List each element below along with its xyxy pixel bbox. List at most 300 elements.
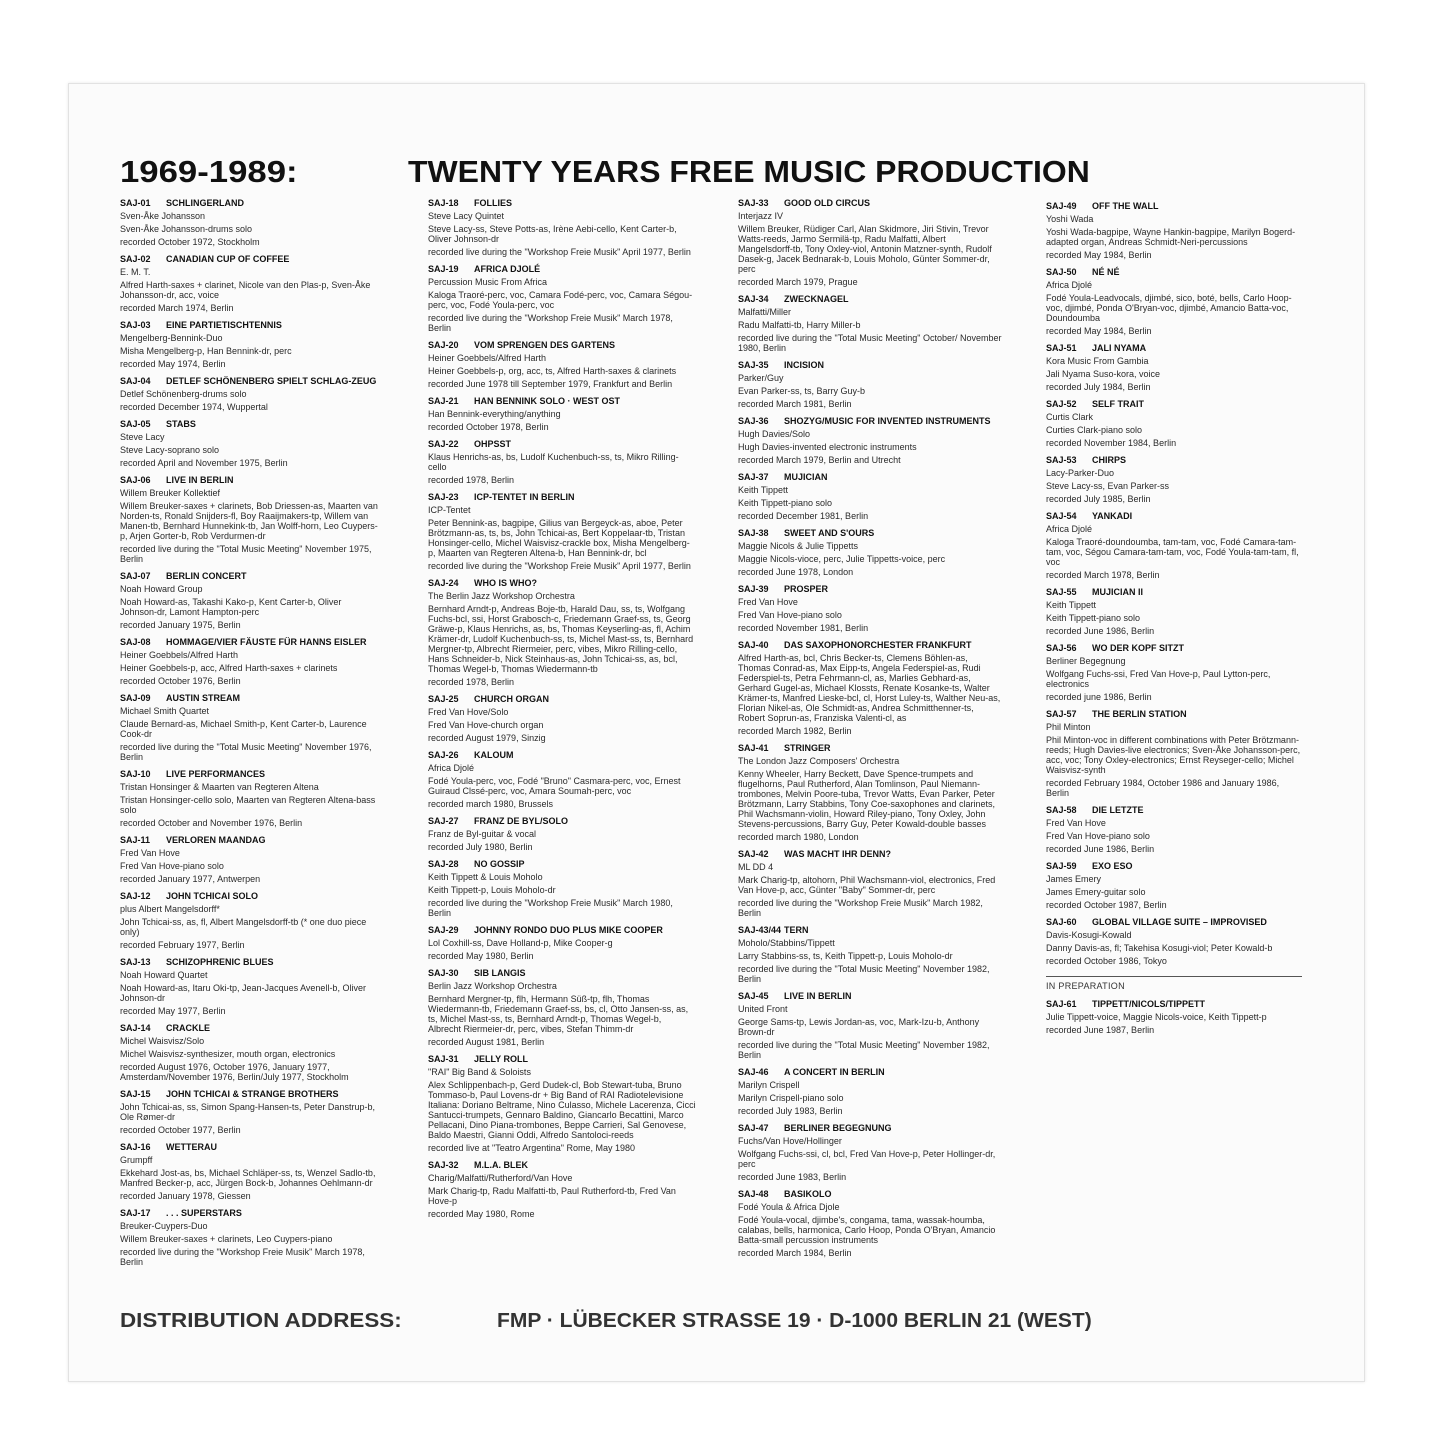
release-detail: recorded August 1979, Sinzig bbox=[428, 733, 546, 743]
release-detail: Willem Breuker-saxes + clarinets, Leo Cuypers-piano bbox=[120, 1234, 333, 1244]
release-title: JALI NYAMA bbox=[1092, 343, 1147, 353]
release-detail: Moholo/Stabbins/Tippett bbox=[738, 938, 835, 948]
release-entry bbox=[120, 769, 378, 828]
release-detail: recorded October 1977, Berlin bbox=[120, 1125, 241, 1135]
release-detail: Phil Minton-voc in different combinations with Peter Brötzmann-reeds; Hugh Davies-live electronics; Sven-Åke Johansson-perc, acc, voc; Tony Oxley-electronics; Ernst Reyseger-cello; Michel Waisvisz-synth bbox=[1046, 735, 1301, 775]
release-detail: Tristan Honsinger-cello solo, Maarten van Regteren Altena-bass solo bbox=[120, 795, 376, 815]
release-entry bbox=[428, 492, 696, 571]
release-heading bbox=[120, 1208, 378, 1218]
release-entry bbox=[120, 1208, 378, 1267]
release-detail: John Tchicai-as, ss, Simon Spang-Hansen-ts, Peter Danstrup-b, Ole Rømer-dr bbox=[120, 1102, 375, 1122]
release-detail: Berliner Begegnung bbox=[1046, 656, 1126, 666]
release-detail: Alex Schlippenbach-p, Gerd Dudek-cl, Bob Stewart-tuba, Bruno Tommaso-b, Paul Lovens-dr + Big Band of RAI Radiotelevisione Italiana: Doriano Beltrame, Nino Culasso, Michele Lacerenza, Cicci Santucci-trumpets, Gennaro Baldino, Giancarlo Becattini, Marco Pellacani, Dino Piana-trombones, Beppe Carrieri, Sal Genovese, Baldo Maestri, Gianni Oddi, Alfredo Santoloci-reeds bbox=[428, 1080, 696, 1140]
release-detail: recorded July 1983, Berlin bbox=[738, 1106, 843, 1116]
release-entry bbox=[738, 925, 1002, 984]
release-detail: Fred Van Hove/Solo bbox=[428, 707, 509, 717]
release-detail: recorded June 1978, London bbox=[738, 567, 854, 577]
release-detail: United Front bbox=[738, 1004, 788, 1014]
release-detail: plus Albert Mangelsdorff* bbox=[120, 904, 220, 914]
catalog-number: SAJ-19 bbox=[428, 264, 459, 274]
release-title: A CONCERT IN BERLIN bbox=[784, 1067, 885, 1077]
release-detail: Heiner Goebbels/Alfred Harth bbox=[428, 353, 547, 363]
catalog-number: SAJ-52 bbox=[1046, 399, 1077, 409]
release-title: OFF THE WALL bbox=[1092, 201, 1159, 211]
release-title: WETTERAU bbox=[166, 1142, 217, 1152]
release-heading bbox=[738, 991, 1002, 1001]
catalog-number: SAJ-57 bbox=[1046, 709, 1077, 719]
release-entry bbox=[120, 475, 378, 564]
release-detail: Bernhard Arndt-p, Andreas Boje-tb, Harald Dau, ss, ts, Wolfgang Fuchs-bcl, ssi, Horst Grabosch-c, Friedemann Graef-ss, ts, Georg Gräwe-p, Klaus Henrichs, as, bs, Thomas Keyserling-as, fl, Achim Krämer-dr, Ludolf Kuchenbuch-ss, ts, Michel Mast-ss, ts, Bernhard Mergner-tp, Albrecht Riermeier, perc, vibes, Mikro Rilling-cello, Hans Schneider-b, Nick Steinhaus-as, John Tchicai-ss, as, bcl, Thomas Wegel-b, Thomas Wiedermann-tb bbox=[428, 604, 694, 674]
release-heading bbox=[120, 637, 378, 647]
release-title: JOHNNY RONDO DUO PLUS MIKE COOPER bbox=[474, 925, 663, 935]
release-title: WHO IS WHO? bbox=[474, 578, 537, 588]
release-entry bbox=[120, 835, 378, 884]
release-title: VERLOREN MAANDAG bbox=[166, 835, 266, 845]
release-detail: Fred Van Hove-piano solo bbox=[1046, 831, 1150, 841]
catalog-number: SAJ-02 bbox=[120, 254, 151, 264]
release-detail: Fuchs/Van Hove/Hollinger bbox=[738, 1136, 842, 1146]
release-entry bbox=[1046, 511, 1302, 580]
release-detail: Yoshi Wada-bagpipe, Wayne Hankin-bagpipe, Marilyn Bogerd-adapted organ, Andreas Schmidt-Neri-percussions bbox=[1046, 227, 1296, 247]
release-detail: Radu Malfatti-tb, Harry Miller-b bbox=[738, 320, 861, 330]
release-title: GLOBAL VILLAGE SUITE – IMPROVISED bbox=[1092, 917, 1267, 927]
release-detail: Fodé Youla-vocal, djimbe's, congama, tama, wassak-houmba, calabas, bells, harmonica, Carlo Hoop, Ponda O'Bryan, Amancio Batta-small percussion instruments bbox=[738, 1215, 996, 1245]
release-title: JOHN TCHICAI & STRANGE BROTHERS bbox=[166, 1089, 339, 1099]
release-detail: Fred Van Hove-church organ bbox=[428, 720, 544, 730]
release-detail: "RAI" Big Band & Soloists bbox=[428, 1067, 531, 1077]
catalog-number: SAJ-36 bbox=[738, 416, 769, 426]
release-entry bbox=[1046, 399, 1302, 448]
release-title: WO DER KOPF SITZT bbox=[1092, 643, 1184, 653]
release-detail: Sven-Åke Johansson-drums solo bbox=[120, 224, 253, 234]
release-detail: Fred Van Hove-piano solo bbox=[120, 861, 224, 871]
release-detail: Heiner Goebbels-p, org, acc, ts, Alfred Harth-saxes & clarinets bbox=[428, 366, 677, 376]
release-heading bbox=[738, 1123, 1002, 1133]
distribution-address: FMP · LÜBECKER STRASSE 19 · D-1000 BERLIN 21 (WEST) bbox=[497, 1310, 1092, 1332]
release-title: SCHLINGERLAND bbox=[166, 198, 244, 208]
catalog-number: SAJ-45 bbox=[738, 991, 769, 1001]
release-heading bbox=[1046, 587, 1302, 597]
release-entry bbox=[428, 859, 696, 918]
release-title: STABS bbox=[166, 419, 196, 429]
release-title: HAN BENNINK SOLO · WEST OST bbox=[474, 396, 620, 406]
release-entry bbox=[738, 743, 1002, 842]
release-heading bbox=[1046, 267, 1302, 277]
release-title: DETLEF SCHÖNENBERG SPIELT SCHLAG-ZEUG bbox=[166, 376, 377, 386]
release-detail: Yoshi Wada bbox=[1046, 214, 1094, 224]
release-detail: Noah Howard Group bbox=[120, 584, 203, 594]
release-heading bbox=[428, 750, 696, 760]
catalog-number: SAJ-10 bbox=[120, 769, 151, 779]
release-detail: recorded July 1984, Berlin bbox=[1046, 382, 1151, 392]
release-detail: Fred Van Hove-piano solo bbox=[738, 610, 842, 620]
catalog-number: SAJ-31 bbox=[428, 1054, 459, 1064]
release-detail: recorded live at "Teatro Argentina" Rome, May 1980 bbox=[428, 1143, 635, 1153]
catalog-number: SAJ-16 bbox=[120, 1142, 151, 1152]
catalog-number: SAJ-56 bbox=[1046, 643, 1077, 653]
release-entry bbox=[738, 472, 1002, 521]
release-entry bbox=[738, 360, 1002, 409]
release-detail: recorded March 1978, Berlin bbox=[1046, 570, 1160, 580]
release-detail: recorded march 1980, London bbox=[738, 832, 859, 842]
release-entry bbox=[1046, 805, 1302, 854]
catalog-number: SAJ-33 bbox=[738, 198, 769, 208]
release-detail: recorded December 1981, Berlin bbox=[738, 511, 869, 521]
release-detail: recorded live during the "Total Music Meeting" November 1982, Berlin bbox=[738, 1040, 990, 1060]
release-entry bbox=[1046, 709, 1302, 798]
release-detail: Fodé Youla & Africa Djole bbox=[738, 1202, 840, 1212]
release-detail: recorded August 1976, October 1976, January 1977, Amsterdam/November 1976, Berlin/July 1977, Stockholm bbox=[120, 1062, 349, 1082]
release-heading bbox=[428, 439, 696, 449]
release-detail: recorded July 1985, Berlin bbox=[1046, 494, 1151, 504]
release-entry bbox=[738, 640, 1002, 736]
release-detail: Willem Breuker Kollektief bbox=[120, 488, 221, 498]
release-detail: recorded live during the "Total Music Meeting" November 1982, Berlin bbox=[738, 964, 990, 984]
release-title: ZWECKNAGEL bbox=[784, 294, 849, 304]
release-title: . . . SUPERSTARS bbox=[166, 1208, 242, 1218]
release-detail: Jali Nyama Suso-kora, voice bbox=[1046, 369, 1161, 379]
release-heading bbox=[120, 475, 378, 485]
release-detail: recorded October 1976, Berlin bbox=[120, 676, 241, 686]
release-detail: recorded March 1979, Prague bbox=[738, 277, 858, 287]
release-detail: recorded August 1981, Berlin bbox=[428, 1037, 545, 1047]
release-heading bbox=[1046, 399, 1302, 409]
release-title: LIVE PERFORMANCES bbox=[166, 769, 266, 779]
release-detail: Claude Bernard-as, Michael Smith-p, Kent Carter-b, Laurence Cook-dr bbox=[120, 719, 367, 739]
release-entry bbox=[1046, 643, 1302, 702]
catalog-number: SAJ-20 bbox=[428, 340, 459, 350]
release-heading bbox=[120, 769, 378, 779]
release-title: INCISION bbox=[784, 360, 825, 370]
release-detail: Keith Tippett-piano solo bbox=[738, 498, 833, 508]
release-detail: recorded May 1980, Berlin bbox=[428, 951, 534, 961]
release-detail: Keith Tippett bbox=[1046, 600, 1097, 610]
release-entry bbox=[120, 320, 378, 369]
catalog-number: SAJ-47 bbox=[738, 1123, 769, 1133]
release-detail: Danny Davis-as, fl; Takehisa Kosugi-viol; Peter Kowald-b bbox=[1046, 943, 1273, 953]
catalog-number: SAJ-59 bbox=[1046, 861, 1077, 871]
release-heading bbox=[428, 859, 696, 869]
release-detail: Maggie Nicols & Julie Tippetts bbox=[738, 541, 859, 551]
release-detail: Africa Djolé bbox=[1046, 524, 1093, 534]
release-heading bbox=[738, 1067, 1002, 1077]
release-detail: Fodé Youla-perc, voc, Fodé "Bruno" Casmara-perc, voc, Ernest Guiraud Clssé-perc, voc, Amara Soumah-perc, voc bbox=[428, 776, 681, 796]
release-title: STRINGER bbox=[784, 743, 831, 753]
catalog-number: SAJ-07 bbox=[120, 571, 151, 581]
release-detail: Percussion Music From Africa bbox=[428, 277, 548, 287]
release-title: NO GOSSIP bbox=[474, 859, 525, 869]
release-detail: recorded 1978, Berlin bbox=[428, 677, 515, 687]
release-entry bbox=[428, 968, 696, 1047]
catalog-number: SAJ-34 bbox=[738, 294, 769, 304]
catalog-number: SAJ-29 bbox=[428, 925, 459, 935]
catalog-number: SAJ-53 bbox=[1046, 455, 1077, 465]
release-detail: recorded March 1981, Berlin bbox=[738, 399, 852, 409]
release-heading bbox=[428, 264, 696, 274]
release-detail: John Tchicai-ss, as, fl, Albert Mangelsdorff-tb (* one duo piece only) bbox=[120, 917, 367, 937]
release-detail: recorded October 1987, Berlin bbox=[1046, 900, 1167, 910]
release-detail: recorded March 1982, Berlin bbox=[738, 726, 852, 736]
release-detail: recorded October 1978, Berlin bbox=[428, 422, 549, 432]
release-detail: Larry Stabbins-ss, ts, Keith Tippett-p, Louis Moholo-dr bbox=[738, 951, 953, 961]
catalog-number: SAJ-35 bbox=[738, 360, 769, 370]
catalog-number: SAJ-13 bbox=[120, 957, 151, 967]
release-heading bbox=[1046, 805, 1302, 815]
release-detail: Steve Lacy-soprano solo bbox=[120, 445, 220, 455]
catalog-number: SAJ-06 bbox=[120, 475, 151, 485]
release-entry bbox=[428, 264, 696, 333]
release-detail: Julie Tippett-voice, Maggie Nicols-voice, Keith Tippett-p bbox=[1046, 1012, 1267, 1022]
release-detail: recorded March 1984, Berlin bbox=[738, 1248, 852, 1258]
release-title: BERLIN CONCERT bbox=[166, 571, 247, 581]
discography-column-1 bbox=[120, 198, 378, 1274]
release-heading bbox=[428, 925, 696, 935]
catalog-number: SAJ-41 bbox=[738, 743, 769, 753]
release-title: NÉ NÉ bbox=[1092, 267, 1120, 277]
release-detail: recorded December 1974, Wuppertal bbox=[120, 402, 268, 412]
release-detail: Misha Mengelberg-p, Han Bennink-dr, perc bbox=[120, 346, 292, 356]
catalog-number: SAJ-12 bbox=[120, 891, 151, 901]
release-detail: Noah Howard-as, Itaru Oki-tp, Jean-Jacques Avenell-b, Oliver Johnson-dr bbox=[120, 983, 366, 1003]
release-entry bbox=[738, 528, 1002, 577]
release-heading bbox=[1046, 999, 1302, 1009]
release-detail: Kaloga Traoré-perc, voc, Camara Fodé-perc, voc, Camara Ségou-perc, voc, Fodé Youla-perc, voc bbox=[428, 290, 693, 310]
release-title: AUSTIN STREAM bbox=[166, 693, 240, 703]
release-heading bbox=[1046, 343, 1302, 353]
release-entry bbox=[428, 694, 696, 743]
catalog-number: SAJ-15 bbox=[120, 1089, 151, 1099]
release-detail: Curties Clark-piano solo bbox=[1046, 425, 1143, 435]
release-detail: recorded live during the "Workshop Freie Musik" March 1978, Berlin bbox=[120, 1247, 365, 1267]
release-detail: recorded live during the "Workshop Freie Musik" March 1978, Berlin bbox=[428, 313, 673, 333]
release-detail: Keith Tippett bbox=[738, 485, 789, 495]
release-heading bbox=[120, 571, 378, 581]
release-detail: Hugh Davies/Solo bbox=[738, 429, 811, 439]
release-detail: George Sams-tp, Lewis Jordan-as, voc, Mark-Izu-b, Anthony Brown-dr bbox=[738, 1017, 980, 1037]
preparation-label: IN PREPARATION bbox=[1046, 981, 1125, 991]
release-detail: recorded February 1984, October 1986 and January 1986, Berlin bbox=[1046, 778, 1280, 798]
release-detail: recorded june 1986, Berlin bbox=[1046, 692, 1152, 702]
release-detail: Noah Howard Quartet bbox=[120, 970, 208, 980]
release-entry bbox=[120, 1023, 378, 1082]
release-detail: Heiner Goebbels-p, acc, Alfred Harth-saxes + clarinets bbox=[120, 663, 338, 673]
release-entry bbox=[120, 637, 378, 686]
release-detail: James Emery-guitar solo bbox=[1046, 887, 1146, 897]
release-detail: Wolfgang Fuchs-ssi, cl, bcl, Fred Van Hove-p, Peter Hollinger-dr, perc bbox=[738, 1149, 996, 1169]
release-title: EXO ESO bbox=[1092, 861, 1133, 871]
release-heading bbox=[120, 1023, 378, 1033]
catalog-number: SAJ-49 bbox=[1046, 201, 1077, 211]
release-heading bbox=[738, 743, 1002, 753]
release-heading bbox=[428, 1160, 696, 1170]
release-title: PROSPER bbox=[784, 584, 829, 594]
release-heading bbox=[120, 1089, 378, 1099]
release-entry bbox=[428, 1054, 696, 1153]
release-detail: recorded October 1972, Stockholm bbox=[120, 237, 260, 247]
release-detail: ICP-Tentet bbox=[428, 505, 471, 515]
release-detail: Michel Waisvisz-synthesizer, mouth organ, electronics bbox=[120, 1049, 336, 1059]
release-detail: Steve Lacy-ss, Steve Potts-as, Irène Aebi-cello, Kent Carter-b, Oliver Johnson-dr bbox=[428, 224, 677, 244]
release-detail: recorded May 1984, Berlin bbox=[1046, 250, 1152, 260]
release-detail: Steve Lacy-ss, Evan Parker-ss bbox=[1046, 481, 1170, 491]
release-detail: Breuker-Cuypers-Duo bbox=[120, 1221, 208, 1231]
release-heading bbox=[428, 1054, 696, 1064]
release-title: KALOUM bbox=[474, 750, 514, 760]
catalog-number: SAJ-25 bbox=[428, 694, 459, 704]
release-title: SIB LANGIS bbox=[474, 968, 526, 978]
release-heading bbox=[120, 376, 378, 386]
release-heading bbox=[120, 835, 378, 845]
release-detail: recorded July 1980, Berlin bbox=[428, 842, 533, 852]
release-entry bbox=[1046, 861, 1302, 910]
release-title: TERN bbox=[784, 925, 809, 935]
release-detail: Parker/Guy bbox=[738, 373, 784, 383]
release-entry bbox=[738, 1067, 1002, 1116]
release-entry bbox=[120, 957, 378, 1016]
release-title: MUJICIAN II bbox=[1092, 587, 1144, 597]
catalog-number: SAJ-09 bbox=[120, 693, 151, 703]
catalog-number: SAJ-04 bbox=[120, 376, 151, 386]
catalog-number: SAJ-55 bbox=[1046, 587, 1077, 597]
release-detail: Heiner Goebbels/Alfred Harth bbox=[120, 650, 239, 660]
release-heading bbox=[428, 198, 696, 208]
release-detail: Lacy-Parker-Duo bbox=[1046, 468, 1115, 478]
release-entry bbox=[428, 396, 696, 432]
release-title: CANADIAN CUP OF COFFEE bbox=[166, 254, 290, 264]
release-detail: recorded live during the "Total Music Meeting" November 1975, Berlin bbox=[120, 544, 372, 564]
release-entry bbox=[120, 571, 378, 630]
catalog-number: SAJ-61 bbox=[1046, 999, 1077, 1009]
release-heading bbox=[1046, 709, 1302, 719]
release-detail: Phil Minton bbox=[1046, 722, 1091, 732]
release-entry bbox=[738, 849, 1002, 918]
catalog-number: SAJ-46 bbox=[738, 1067, 769, 1077]
release-detail: ML DD 4 bbox=[738, 862, 774, 872]
release-heading bbox=[120, 320, 378, 330]
release-detail: Noah Howard-as, Takashi Kako-p, Kent Carter-b, Oliver Johnson-dr, Lamont Hampton-perc bbox=[120, 597, 342, 617]
release-detail: Hugh Davies-invented electronic instruments bbox=[738, 442, 917, 452]
release-heading bbox=[1046, 643, 1302, 653]
release-heading bbox=[120, 1142, 378, 1152]
release-title: EINE PARTIETISCHTENNIS bbox=[166, 320, 282, 330]
release-heading bbox=[120, 693, 378, 703]
release-detail: Han Bennink-everything/anything bbox=[428, 409, 561, 419]
release-detail: recorded live during the "Total Music Meeting" November 1976, Berlin bbox=[120, 742, 372, 762]
release-detail: Keith Tippett-p, Louis Moholo-dr bbox=[428, 885, 556, 895]
release-detail: Grumpff bbox=[120, 1155, 153, 1165]
catalog-number: SAJ-21 bbox=[428, 396, 459, 406]
release-heading bbox=[738, 416, 1002, 426]
catalog-number: SAJ-50 bbox=[1046, 267, 1077, 277]
release-detail: recorded June 1986, Berlin bbox=[1046, 844, 1155, 854]
release-heading bbox=[738, 584, 1002, 594]
release-detail: Keith Tippett & Louis Moholo bbox=[428, 872, 543, 882]
release-detail: recorded May 1977, Berlin bbox=[120, 1006, 226, 1016]
release-entry bbox=[738, 294, 1002, 353]
release-title: BERLINER BEGEGNUNG bbox=[784, 1123, 892, 1133]
release-heading bbox=[120, 419, 378, 429]
catalog-number: SAJ-27 bbox=[428, 816, 459, 826]
release-title: JELLY ROLL bbox=[474, 1054, 529, 1064]
release-title: TIPPETT/NICOLS/TIPPETT bbox=[1092, 999, 1206, 1009]
release-entry bbox=[738, 1123, 1002, 1182]
catalog-number: SAJ-23 bbox=[428, 492, 459, 502]
catalog-number: SAJ-28 bbox=[428, 859, 459, 869]
release-entry bbox=[120, 891, 378, 950]
discography-column-4 bbox=[1046, 201, 1302, 1042]
release-title: CHIRPS bbox=[1092, 455, 1127, 465]
release-title: SHOZYG/MUSIC FOR INVENTED INSTRUMENTS bbox=[784, 416, 991, 426]
release-detail: Interjazz IV bbox=[738, 211, 784, 221]
release-detail: Berlin Jazz Workshop Orchestra bbox=[428, 981, 557, 991]
release-heading bbox=[120, 891, 378, 901]
release-title: YANKADI bbox=[1092, 511, 1133, 521]
release-title: THE BERLIN STATION bbox=[1092, 709, 1187, 719]
release-heading bbox=[428, 340, 696, 350]
catalog-number: SAJ-42 bbox=[738, 849, 769, 859]
release-title: JOHN TCHICAI SOLO bbox=[166, 891, 259, 901]
catalog-number: SAJ-24 bbox=[428, 578, 459, 588]
release-entry bbox=[120, 198, 378, 247]
release-title: DIE LETZTE bbox=[1092, 805, 1144, 815]
release-detail: recorded May 1984, Berlin bbox=[1046, 326, 1152, 336]
release-title: CHURCH ORGAN bbox=[474, 694, 549, 704]
release-title: M.L.A. BLEK bbox=[474, 1160, 528, 1170]
release-entry bbox=[120, 1089, 378, 1135]
release-entry bbox=[428, 1160, 696, 1219]
release-detail: Tristan Honsinger & Maarten van Regteren Altena bbox=[120, 782, 319, 792]
release-detail: Kenny Wheeler, Harry Beckett, Dave Spence-trumpets and flugelhorns, Paul Rutherford, Alan Tomlinson, Paul Niemann-trombones, Melvin Poore-tuba, Trevor Watts, Evan Parker, Peter Brötzmann, Larry Stabbins, Tony Coe-saxophones and clarinets, Phil Wachsmann-violin, Howard Riley-piano, Tony Oxley, John Stevens-percussions, Barry Guy, Peter Kowald-double basses bbox=[738, 769, 995, 829]
catalog-number: SAJ-60 bbox=[1046, 917, 1077, 927]
release-title: SCHIZOPHRENIC BLUES bbox=[166, 957, 274, 967]
catalog-number: SAJ-40 bbox=[738, 640, 769, 650]
release-title: AFRICA DJOLÉ bbox=[474, 264, 541, 274]
release-detail: recorded June 1983, Berlin bbox=[738, 1172, 847, 1182]
release-entry bbox=[738, 584, 1002, 633]
catalog-number: SAJ-26 bbox=[428, 750, 459, 760]
release-detail: recorded live during the "Total Music Meeting" October/ November 1980, Berlin bbox=[738, 333, 1002, 353]
release-detail: Keith Tippett-piano solo bbox=[1046, 613, 1141, 623]
title-years: 1969-1989: bbox=[120, 154, 298, 189]
release-entry bbox=[1046, 343, 1302, 392]
release-detail: Alfred Harth-saxes + clarinet, Nicole van den Plas-p, Sven-Åke Johansson-dr, acc, voice bbox=[120, 280, 371, 300]
catalog-number: SAJ-08 bbox=[120, 637, 151, 647]
release-heading bbox=[428, 968, 696, 978]
release-entry bbox=[428, 578, 696, 687]
release-detail: Marilyn Crispell-piano solo bbox=[738, 1093, 844, 1103]
discography-column-2 bbox=[428, 198, 696, 1226]
release-detail: Kaloga Traoré-doundoumba, tam-tam, voc, Fodé Camara-tam-tam, voc, Ségou Camara-tam-tam, voc, Fodé Youla-tam-tam, fl, voc bbox=[1046, 537, 1299, 567]
release-detail: recorded November 1984, Berlin bbox=[1046, 438, 1177, 448]
release-detail: recorded march 1980, Brussels bbox=[428, 799, 554, 809]
release-heading bbox=[738, 198, 1002, 208]
release-heading bbox=[1046, 917, 1302, 927]
release-detail: Detlef Schönenberg-drums solo bbox=[120, 389, 247, 399]
release-entry bbox=[738, 991, 1002, 1060]
release-detail: Africa Djolé bbox=[428, 763, 475, 773]
release-detail: recorded live during the "Workshop Freie Musik" March 1980, Berlin bbox=[428, 898, 673, 918]
release-detail: Kora Music From Gambia bbox=[1046, 356, 1149, 366]
release-entry bbox=[428, 925, 696, 961]
catalog-number: SAJ-03 bbox=[120, 320, 151, 330]
release-entry bbox=[428, 750, 696, 809]
release-title: ICP-TENTET IN BERLIN bbox=[474, 492, 575, 502]
release-heading bbox=[120, 254, 378, 264]
release-entry bbox=[1046, 455, 1302, 504]
catalog-number: SAJ-01 bbox=[120, 198, 151, 208]
release-entry bbox=[120, 376, 378, 412]
release-entry bbox=[428, 198, 696, 257]
